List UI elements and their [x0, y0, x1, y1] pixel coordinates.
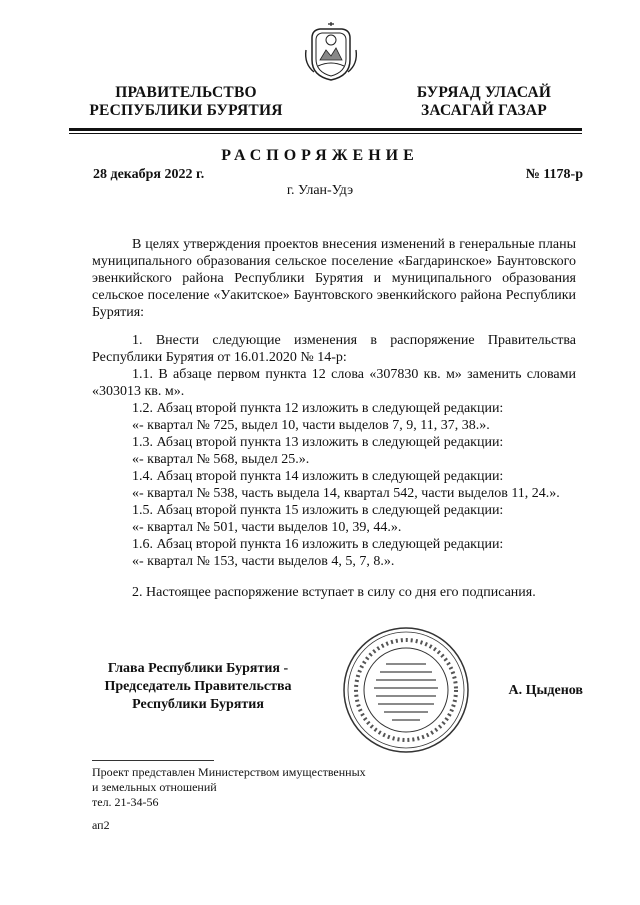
item-1-1: 1.1. В абзаце первом пункта 12 слова «307830 кв. м» заменить словами «303013 кв. м». — [92, 367, 576, 399]
preamble-paragraph: В целях утверждения проектов внесения изменений в генеральные планы муниципального образования сельское поселение «Багдаринское» Баунтовского эвенкийского района Республики Бурятия и муниципального образования сельское поселение «Уакитское» Баунтовского эвенкийского района Республики Бурятия: — [92, 237, 576, 320]
coat-of-arms-emblem — [302, 20, 360, 82]
document-type-title: РАСПОРЯЖЕНИЕ — [221, 147, 419, 164]
signatory-position-line-2: Председатель Правительства — [104, 679, 292, 694]
footer-line-1: Проект представлен Министерством имущественных — [92, 765, 366, 779]
header-left-line-2: РЕСПУБЛИКИ БУРЯТИЯ — [89, 102, 283, 119]
header-right-line-1: БУРЯАД УЛАСАЙ — [416, 84, 552, 101]
signatory-position — [92, 660, 304, 714]
item-1-5: 1.5. Абзац второй пункта 15 изложить в следующей редакции: — [132, 503, 504, 518]
footer-note — [92, 765, 366, 810]
header-right — [396, 84, 572, 120]
signatory-position-line-1: Глава Республики Бурятия - — [107, 661, 289, 676]
signatory-name: А. Цыденов — [508, 683, 583, 698]
document-number: № 1178-р — [525, 167, 583, 182]
footer-divider — [92, 760, 214, 761]
item-1-4-text: «- квартал № 538, часть выдела 14, квартал 542, части выделов 11, 24.». — [132, 486, 560, 501]
document-code: ап2 — [92, 818, 110, 832]
document-city: г. Улан-Удэ — [286, 183, 354, 198]
footer-line-2: и земельных отношений — [92, 780, 217, 794]
item-1-2-text: «- квартал № 725, выдел 10, части выделов 7, 9, 11, 37, 38.». — [132, 418, 490, 433]
order-items — [92, 332, 576, 601]
header-left — [86, 84, 286, 120]
item-1-2: 1.2. Абзац второй пункта 12 изложить в следующей редакции: — [132, 401, 504, 416]
header-divider-thick — [69, 128, 582, 131]
preamble — [92, 236, 576, 321]
header-divider-thin — [69, 133, 582, 134]
item-1-6: 1.6. Абзац второй пункта 16 изложить в следующей редакции: — [132, 537, 504, 552]
official-seal — [340, 624, 472, 756]
item-1-3: 1.3. Абзац второй пункта 13 изложить в следующей редакции: — [132, 435, 504, 450]
document-date: 28 декабря 2022 г. — [93, 167, 205, 182]
header-right-line-2: ЗАСАГАЙ ГАЗАР — [421, 102, 547, 119]
footer-phone: тел. 21-34-56 — [92, 795, 159, 809]
item-1: 1. Внести следующие изменения в распоряжение Правительства Республики Бурятия от 16.01.2020 № 14-р: — [92, 333, 576, 365]
item-1-6-text: «- квартал № 153, части выделов 4, 5, 7, 8.». — [132, 554, 395, 569]
item-2: 2. Настоящее распоряжение вступает в силу со дня его подписания. — [132, 585, 536, 600]
item-1-3-text: «- квартал № 568, выдел 25.». — [132, 452, 310, 467]
item-1-5-text: «- квартал № 501, части выделов 10, 39, 44.». — [132, 520, 402, 535]
item-1-4: 1.4. Абзац второй пункта 14 изложить в следующей редакции: — [132, 469, 504, 484]
signatory-position-line-3: Республики Бурятия — [132, 697, 264, 712]
header-left-line-1: ПРАВИТЕЛЬСТВО — [115, 84, 257, 101]
